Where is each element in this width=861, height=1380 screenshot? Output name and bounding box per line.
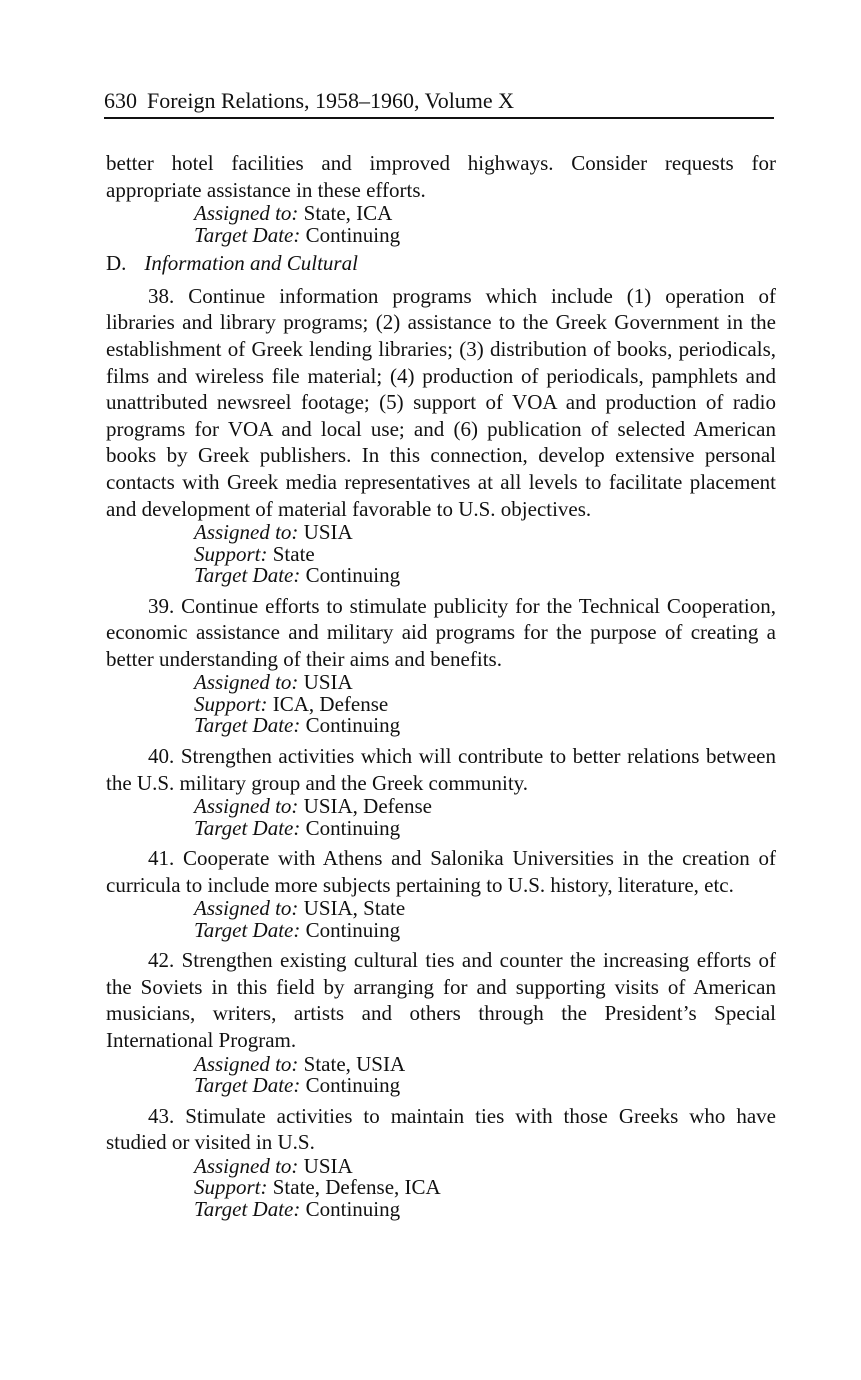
target-label: Target Date: [194,1196,301,1221]
assigned-value: USIA [303,1153,353,1178]
section-title: Information and Cultural [144,251,358,276]
page-header [104,88,774,119]
target-label: Target Date: [194,1073,301,1098]
item-text: 40. Strengthen activities which will contribute to better relations between the U.S. military group and the Greek community. [106,743,776,795]
intro-paragraph: better hotel facilities and improved highways. Consider requests for appropriate assistance in these efforts. [106,151,776,202]
support-label: Support: [194,691,268,716]
running-title: Foreign Relations, 1958–1960, Volume X [147,88,515,113]
assigned-label: Assigned to: [194,1153,299,1178]
target-label: Target Date: [194,563,301,588]
assigned-value: State, USIA [303,1051,406,1076]
assigned-label: Assigned to: [194,896,299,921]
item-assignment [194,522,776,587]
target-label: Target Date: [194,815,301,840]
target-value: Continuing [305,563,401,588]
target-value: Continuing [305,1073,401,1098]
support-value: ICA, Defense [272,691,389,716]
assigned-label: Assigned to: [194,670,299,695]
item-assignment [194,796,776,839]
item-text: 38. Continue information programs which include (1) operation of libraries and library programs; (2) assistance to the Greek Government in the establishment of Greek lending libraries; (3) distribution of books, periodicals, films and wireless file material; (4) production of periodicals, pamphlets and unattributed newsreel footage; (5) support of VOA and production of radio programs for VOA and local use; and (6) publication of selected American books by Greek publishers. In this connection, develop extensive personal contacts with Greek media representatives at all levels to facilitate placement and development of material favorable to U.S. objectives. [106,283,776,521]
item-assignment [194,1153,776,1221]
assigned-value: State, ICA [303,201,393,226]
assigned-label: Assigned to: [194,520,299,545]
item-assignment [194,898,776,941]
assigned-label: Assigned to: [194,201,299,226]
item-40 [106,743,776,839]
target-value: Continuing [305,222,401,247]
support-label: Support: [194,1175,268,1200]
item-assignment [194,672,776,737]
page-body [106,150,776,1224]
target-value: Continuing [305,815,401,840]
item-text: 42. Strengthen existing cultural ties and counter the increasing efforts of the Soviets in this field by arranging for and supporting visits of American musicians, writers, artists and others through the President’s Special International Program. [106,948,776,1053]
item-42 [106,947,776,1096]
assigned-value: USIA [303,520,353,545]
item-text: 41. Cooperate with Athens and Salonika Universities in the creation of curricula to include more subjects pertaining to U.S. history, literature, etc. [106,846,776,897]
target-value: Continuing [305,713,401,738]
item-text: 43. Stimulate activities to maintain ties with those Greeks who have studied or visited in U.S. [106,1103,776,1155]
support-value: State [272,541,315,566]
target-label: Target Date: [194,222,301,247]
assigned-label: Assigned to: [194,794,299,819]
item-41 [106,845,776,941]
item-assignment [194,1051,776,1098]
item-43 [106,1103,776,1221]
intro-assignment [194,203,776,246]
target-value: Continuing [305,917,401,942]
item-text: 39. Continue efforts to stimulate publicity for the Technical Cooperation, economic assistance and military aid programs for the purpose of creating a better understanding of their aims and benefits. [106,593,776,671]
assigned-label: Assigned to: [194,1051,299,1076]
target-value: Continuing [305,1196,401,1221]
section-heading [106,250,776,277]
page-number: 630 [104,88,137,113]
item-39 [106,593,776,737]
support-label: Support: [194,541,268,566]
section-letter: D. [106,251,127,276]
item-38 [106,283,776,587]
support-value: State, Defense, ICA [272,1175,441,1200]
assigned-value: USIA [303,670,353,695]
assigned-value: USIA, Defense [303,794,432,819]
target-label: Target Date: [194,713,301,738]
target-label: Target Date: [194,917,301,942]
assigned-value: USIA, State [303,896,406,921]
